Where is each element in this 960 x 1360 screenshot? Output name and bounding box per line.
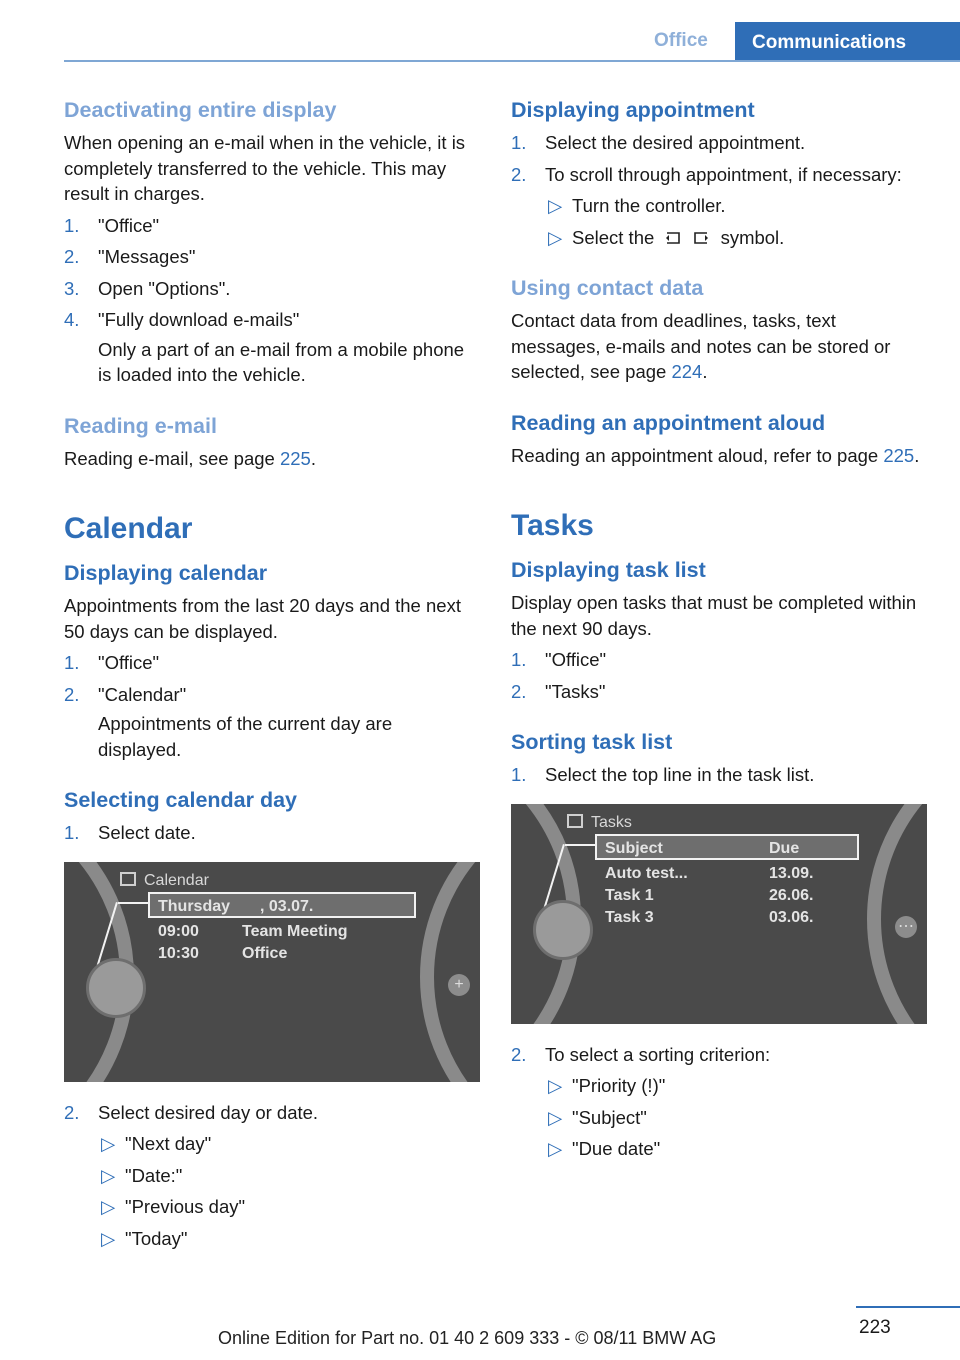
header-chapter-tab: Communications — [735, 22, 960, 61]
screen-cell: 26.06. — [769, 886, 814, 904]
controller-knob — [86, 958, 146, 1018]
page-link[interactable]: 225 — [279, 447, 311, 469]
paragraph — [64, 446, 480, 472]
screen-cell: , 03.07. — [260, 897, 314, 915]
step-number: 1. — [511, 764, 527, 785]
screen-cell: 09:00 — [158, 922, 199, 940]
step-number: 2. — [64, 246, 80, 267]
zoom-icon: + — [448, 974, 470, 996]
screen-cell: Thursday — [158, 897, 231, 915]
list-item — [511, 679, 927, 705]
paragraph — [511, 443, 927, 469]
step-number: 2. — [64, 683, 80, 705]
step-number: 1. — [64, 652, 80, 673]
criterion-text: "Subject" — [572, 1106, 647, 1128]
section-title-contact-data: Using contact data — [511, 276, 704, 300]
step-text: "Office" — [98, 652, 160, 673]
screen-cell: Due — [769, 839, 800, 857]
step-text: "Tasks" — [545, 680, 606, 702]
bullet-text: symbol. — [720, 226, 785, 248]
step-text: Select the desired appointment. — [545, 132, 806, 153]
option-text: "Date:" — [125, 1164, 183, 1186]
list-item — [64, 307, 480, 388]
left-column — [64, 96, 480, 1257]
step-text: Select desired day or date. — [98, 1101, 319, 1123]
page-number: 223 — [859, 1317, 891, 1338]
list-item — [511, 130, 927, 156]
paragraph: Appointments from the last 20 days and the next 50 days can be displayed. — [64, 595, 461, 642]
arrow-bullet-icon: ▷ — [101, 1196, 116, 1217]
arrow-bullet-icon: ▷ — [548, 1138, 563, 1159]
bullet-text: Turn the controller. — [572, 195, 726, 216]
list-item — [64, 682, 480, 763]
arrow-bullet-icon: ▷ — [101, 1227, 116, 1249]
step-number: 2. — [64, 1101, 80, 1123]
arrow-bullet-icon: ▷ — [548, 226, 563, 248]
section-title-reading-aloud: Reading an appointment aloud — [511, 410, 826, 435]
step-number: 1. — [64, 822, 80, 843]
footer-rule — [856, 1306, 960, 1308]
arrow-bullet-icon: ▷ — [548, 1106, 563, 1128]
step-number: 1. — [511, 132, 527, 153]
screen-cell: Auto test... — [605, 864, 688, 882]
section-title-displaying-appointment: Displaying appointment — [511, 98, 755, 122]
step-text: Select the top line in the task list. — [545, 764, 815, 785]
bullet-text: Select the — [572, 226, 655, 248]
bullet-item — [64, 1131, 480, 1157]
list-item — [64, 213, 480, 239]
step-text: "Office" — [98, 214, 160, 236]
list-item — [511, 647, 927, 673]
screen-title — [120, 868, 209, 894]
bullet-item — [511, 193, 927, 219]
screen-cell: 03.06. — [769, 908, 814, 926]
paragraph — [511, 308, 927, 385]
step-note: Only a part of an e-mail from a mobile phone is loaded into the vehicle. — [98, 338, 465, 385]
criterion-text: "Priority (!)" — [572, 1075, 666, 1096]
bullet-item — [64, 1194, 480, 1220]
callout-line — [565, 844, 597, 846]
chapter-heading-calendar: Calendar — [64, 512, 193, 545]
callout-line — [118, 902, 150, 904]
step-number: 2. — [511, 163, 527, 185]
step-number: 4. — [64, 309, 80, 330]
step-text: To select a sorting criterion: — [545, 1043, 771, 1065]
text: . — [310, 447, 316, 469]
step-text: Open "Options". — [98, 277, 231, 299]
step-number: 1. — [511, 649, 527, 670]
tasks-screenshot — [511, 804, 927, 1024]
screen-cell: Task 1 — [605, 886, 654, 904]
arrow-bullet-icon: ▷ — [101, 1164, 116, 1186]
header-section: Office — [654, 30, 708, 51]
page-link[interactable]: 225 — [883, 444, 915, 466]
tasks-icon — [567, 814, 583, 828]
scroll-right-icon — [693, 230, 709, 246]
list-item — [64, 244, 480, 270]
screen-title-text: Calendar — [144, 871, 209, 889]
header-rule — [64, 60, 960, 62]
text: Contact data from deadlines, tasks, text messages, e-mails and notes can be stored or selected, see page — [511, 310, 891, 382]
paragraph: When opening an e-mail when in the vehicle, it is completely transferred to the vehicle. This may result in charges. — [64, 132, 466, 204]
list-item — [511, 162, 927, 188]
step-text: Select date. — [98, 822, 196, 843]
footer-edition: Online Edition for Part no. 01 40 2 609 333 - © 08/11 BMW AG — [218, 1328, 717, 1348]
step-number: 2. — [511, 680, 527, 702]
screen-cell: 10:30 — [158, 944, 199, 962]
paragraph: Display open tasks that must be completed within the next 90 days. — [511, 592, 917, 639]
step-text: "Office" — [545, 649, 607, 670]
scroll-left-icon — [665, 230, 681, 246]
text: . — [702, 361, 708, 382]
step-text: To scroll through appointment, if necessary: — [545, 163, 902, 185]
right-column — [511, 96, 927, 1168]
bullet-item — [511, 225, 927, 251]
option-text: "Previous day" — [125, 1196, 246, 1217]
section-title-task-list: Displaying task list — [511, 558, 706, 582]
criterion-text: "Due date" — [572, 1138, 661, 1159]
text: Reading e-mail, see page — [64, 447, 280, 469]
controller-knob — [533, 900, 593, 960]
option-button-icon: ⋯ — [895, 916, 917, 938]
calendar-icon — [120, 872, 136, 886]
screen-cell: 13.09. — [769, 864, 814, 882]
bullet-item — [64, 1163, 480, 1189]
section-title-reading-email: Reading e-mail — [64, 413, 217, 438]
screen-frame-right — [420, 862, 480, 1082]
screen-cell: Task 3 — [605, 908, 654, 926]
arrow-bullet-icon: ▷ — [548, 1075, 563, 1096]
screen-cell: Office — [242, 944, 288, 962]
step-text: "Fully download e-mails" — [98, 309, 300, 330]
list-item — [64, 276, 480, 302]
step-text: "Messages" — [98, 246, 196, 267]
screen-title-text: Tasks — [591, 813, 632, 831]
list-item — [511, 1042, 927, 1068]
arrow-bullet-icon: ▷ — [101, 1133, 116, 1154]
step-note: Appointments of the current day are displayed. — [98, 713, 393, 760]
bullet-item — [511, 1073, 927, 1099]
section-title-selecting-day: Selecting calendar day — [64, 788, 298, 812]
list-item — [64, 1100, 480, 1126]
bullet-item — [511, 1136, 927, 1162]
screen-frame-right — [867, 804, 927, 1024]
bullet-item — [64, 1226, 480, 1252]
chapter-heading-tasks: Tasks — [511, 509, 594, 542]
screen-cell: Subject — [605, 839, 663, 857]
option-text: "Today" — [125, 1227, 188, 1249]
section-title-deactivating: Deactivating entire display — [64, 98, 337, 122]
section-title-sorting: Sorting task list — [511, 730, 673, 754]
list-item — [64, 820, 480, 846]
screen-cell: Team Meeting — [242, 922, 348, 940]
text: . — [914, 444, 920, 466]
text: Reading an appointment aloud, refer to page — [511, 444, 884, 466]
arrow-bullet-icon: ▷ — [548, 195, 563, 216]
section-title-displaying-calendar: Displaying calendar — [64, 561, 268, 585]
calendar-screenshot — [64, 862, 480, 1082]
list-item — [511, 762, 927, 788]
step-number: 2. — [511, 1043, 527, 1065]
bullet-item — [511, 1105, 927, 1131]
screen-title — [567, 810, 632, 836]
option-text: "Next day" — [125, 1133, 212, 1154]
page-link[interactable]: 224 — [671, 361, 703, 382]
step-number: 1. — [64, 214, 80, 236]
list-item — [64, 650, 480, 676]
step-number: 3. — [64, 277, 80, 299]
step-text: "Calendar" — [98, 683, 187, 705]
